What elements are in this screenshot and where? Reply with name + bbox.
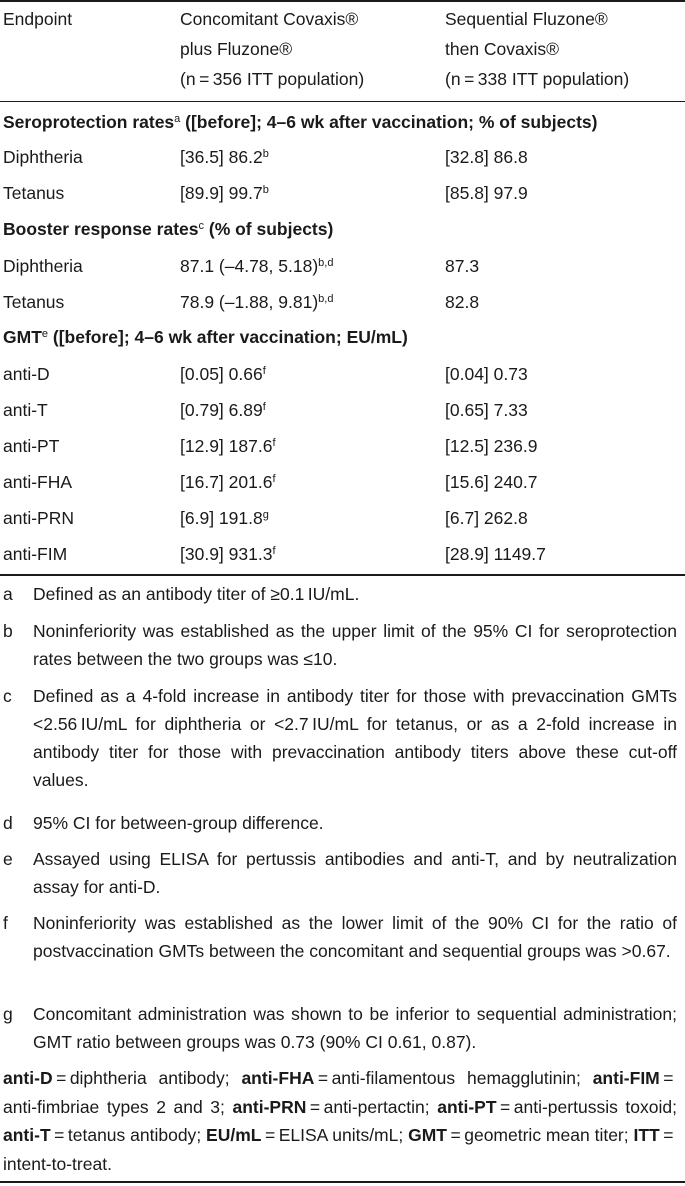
section-title: GMT$^e$ ([before]; 4–6 wk after vaccination; EU/mL) xyxy=(3,327,408,347)
concomitant-cell: 78.9 (–1.88, 9.81)$^{b,d}$ xyxy=(180,292,334,312)
header-rule xyxy=(0,101,685,102)
endpoint-cell: anti-PRN xyxy=(3,508,74,528)
sequential-cell: [32.8] 86.8 xyxy=(445,147,528,167)
header-endpoint: Endpoint xyxy=(3,9,73,29)
endpoint-cell: Diphtheria xyxy=(3,147,83,167)
table-row xyxy=(0,392,685,428)
table-row xyxy=(0,536,685,572)
concomitant-cell: [30.9] 931.3$^f$ xyxy=(180,544,276,564)
endpoint-cell: anti-FIM xyxy=(3,544,68,564)
footnote: e Assayed using ELISA for pertussis antibodies and anti-T, and by neutralization assay for anti-D. xyxy=(3,849,677,897)
footnote: c Defined as a 4-fold increase in antibody titer for those with prevaccination GMTs <2.56 IU/mL for diphtheria or <2.7 IU/mL for tetanus, or as a 2-fold increase in antibody titer for those with prevaccination antibody titers above these cut-off values. xyxy=(3,686,677,790)
table-row xyxy=(0,356,685,392)
concomitant-cell: [0.05] 0.66$^f$ xyxy=(180,364,266,384)
sequential-cell: [85.8] 97.9 xyxy=(445,183,528,203)
table-row xyxy=(0,464,685,500)
endpoint-cell: anti-PT xyxy=(3,436,60,456)
abbreviations-paragraph: anti-D = diphtheria antibody; anti-FHA = anti-filamentous hemagglutinin; anti-FIM = anti-fimbriae types 2 and 3; anti-PRN = anti-pertactin; anti-PT = anti-pertussis toxoid; anti-T = tetanus antibody; EU/mL = ELISA units/mL; GMT = geometric mean titer; ITT = intent-to-treat. xyxy=(3,1068,677,1174)
endpoint-cell: anti-T xyxy=(3,400,48,420)
table-bottom-rule xyxy=(0,574,685,576)
section-title: Booster response rates$^c$ (% of subjects) xyxy=(3,219,334,239)
concomitant-cell: [6.9] 191.8$^g$ xyxy=(180,508,269,528)
concomitant-cell: [16.7] 201.6$^f$ xyxy=(180,472,276,492)
sequential-cell: [6.7] 262.8 xyxy=(445,508,528,528)
table-row xyxy=(0,175,685,211)
table-row xyxy=(0,428,685,464)
endpoint-cell: anti-D xyxy=(3,364,50,384)
endpoint-cell: Tetanus xyxy=(3,292,65,312)
footnote: g Concomitant administration was shown to be inferior to sequential administration; GMT ratio between groups was 0.73 (90% CI 0.61, 0.87). xyxy=(3,1004,677,1052)
top-rule xyxy=(0,0,685,2)
footnote: b Noninferiority was established as the upper limit of the 95% CI for seroprotection rates between the two groups was ≤10. xyxy=(3,621,677,669)
concomitant-cell: [12.9] 187.6$^f$ xyxy=(180,436,276,456)
table-row xyxy=(0,500,685,536)
sequential-cell: 82.8 xyxy=(445,292,480,312)
endpoint-cell: Tetanus xyxy=(3,183,65,203)
concomitant-cell: 87.1 (–4.78, 5.18)$^{b,d}$ xyxy=(180,256,334,276)
bottom-rule xyxy=(0,1181,685,1183)
endpoint-cell: anti-FHA xyxy=(3,472,73,492)
section-title: Seroprotection rates$^a$ ([before]; 4–6 wk after vaccination; % of subjects) xyxy=(3,112,598,132)
table-header xyxy=(0,4,685,96)
footnote: f Noninferiority was established as the lower limit of the 90% CI for the ratio of postvaccination GMTs between the concomitant and sequential groups was >0.67. xyxy=(3,913,677,961)
header-sequential: Sequential Fluzone® then Covaxis® (n = 338 ITT population) xyxy=(445,9,630,89)
sequential-cell: [12.5] 236.9 xyxy=(445,436,538,456)
header-concomitant: Concomitant Covaxis® plus Fluzone® (n = 356 ITT population) xyxy=(180,9,365,89)
table-row xyxy=(0,139,685,175)
footnote: d 95% CI for between-group difference. xyxy=(3,813,324,833)
sequential-cell: [0.65] 7.33 xyxy=(445,400,528,420)
concomitant-cell: [89.9] 99.7$^b$ xyxy=(180,183,269,203)
sequential-cell: [0.04] 0.73 xyxy=(445,364,528,384)
endpoint-cell: Diphtheria xyxy=(3,256,83,276)
concomitant-cell: [0.79] 6.89$^f$ xyxy=(180,400,266,420)
table-row xyxy=(0,248,685,284)
concomitant-cell: [36.5] 86.2$^b$ xyxy=(180,147,269,167)
table-row xyxy=(0,284,685,320)
sequential-cell: [15.6] 240.7 xyxy=(445,472,538,492)
sequential-cell: [28.9] 1149.7 xyxy=(445,544,546,564)
footnote: a Defined as an antibody titer of ≥0.1 IU/mL. xyxy=(3,584,360,604)
sequential-cell: 87.3 xyxy=(445,256,480,276)
